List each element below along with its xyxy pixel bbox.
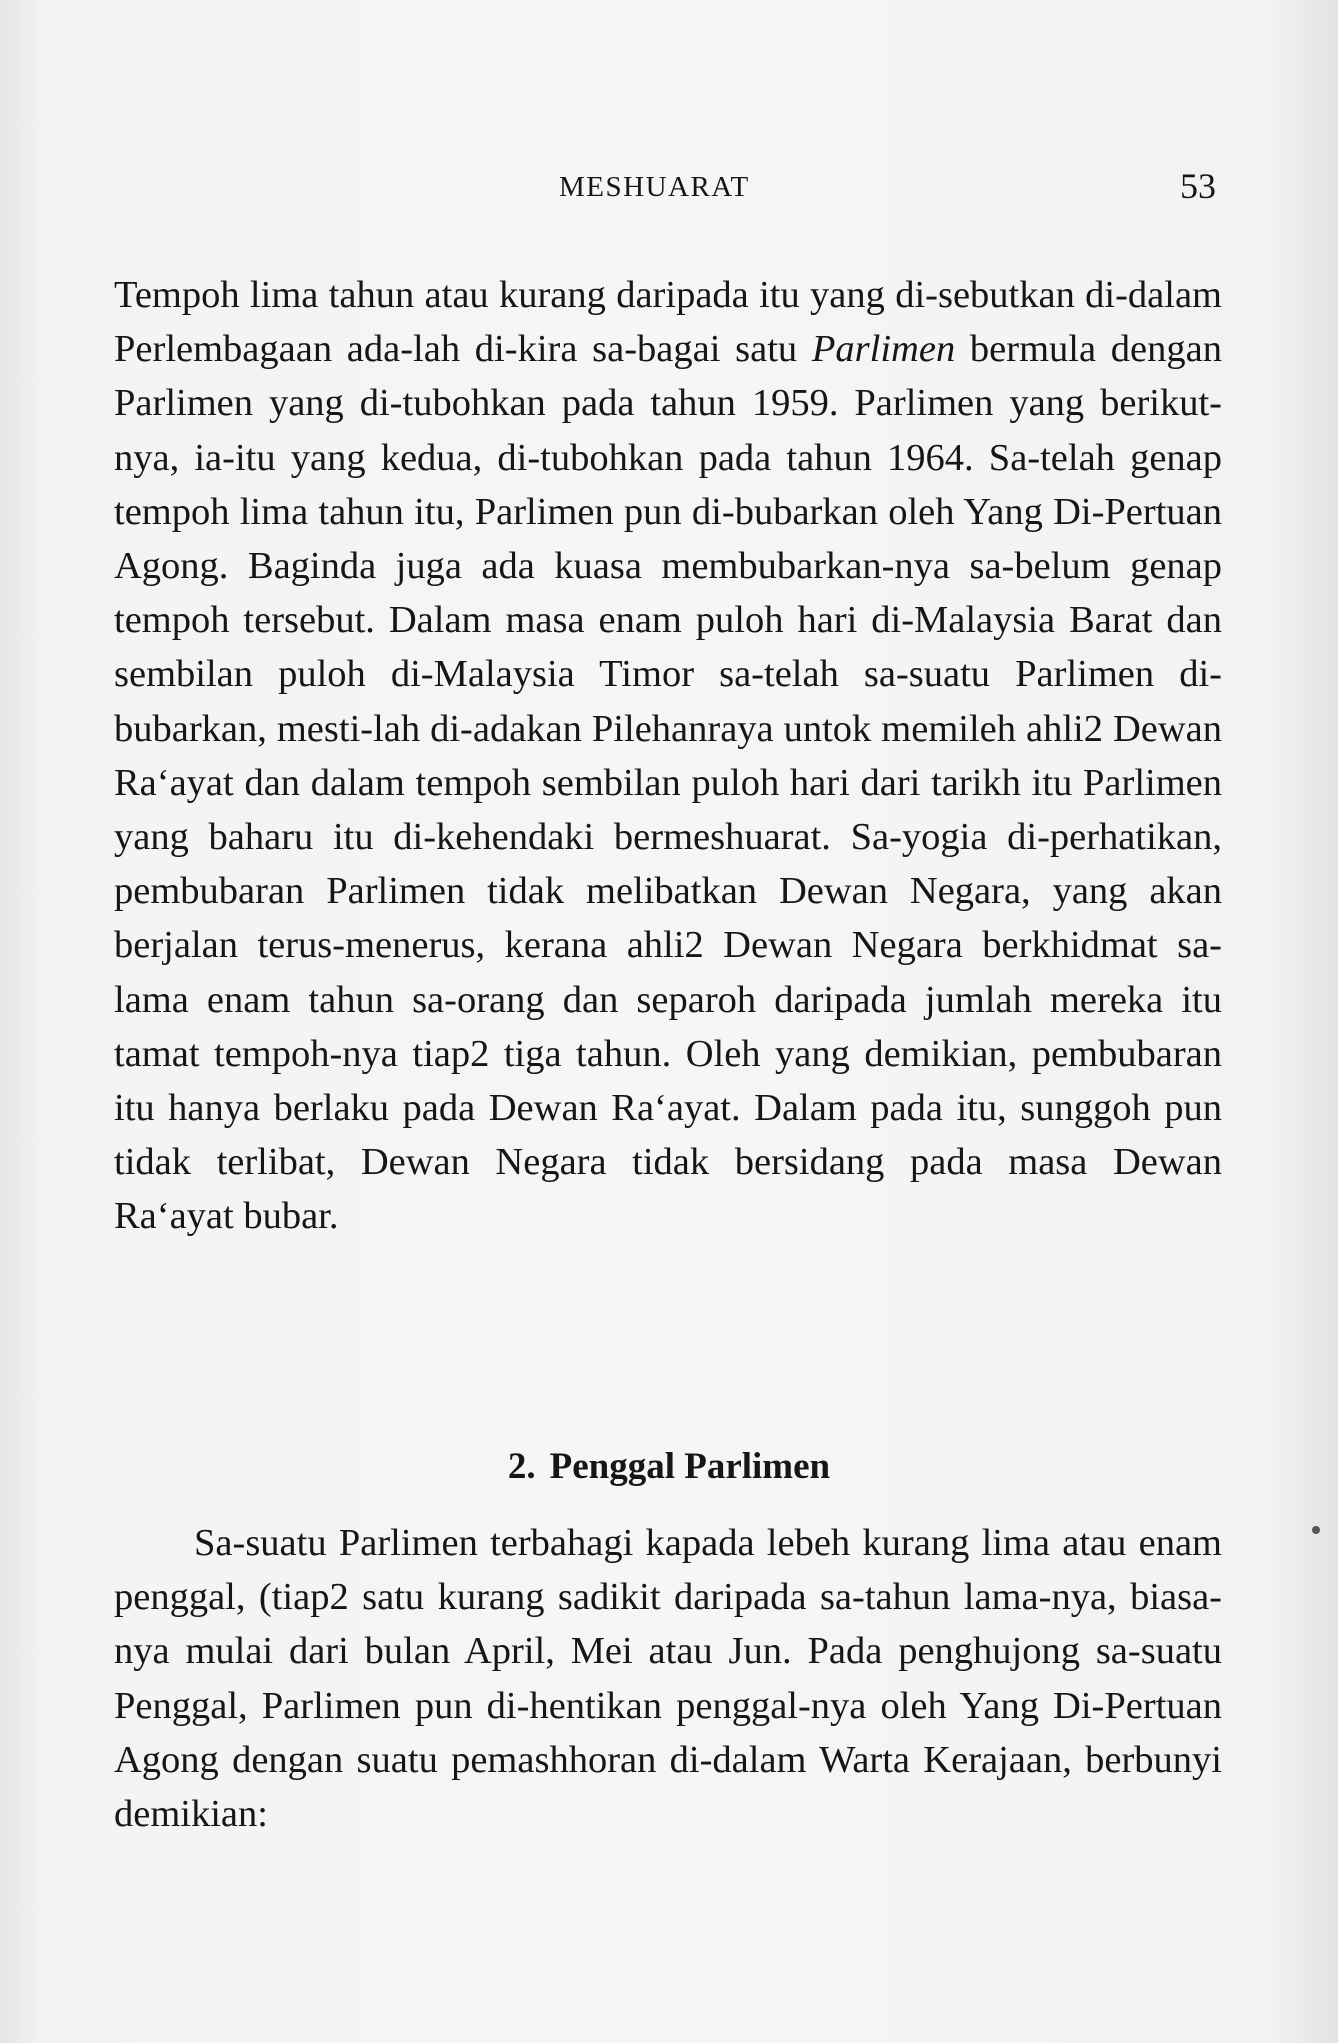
section-number: 2. [507, 1446, 536, 1487]
section-title: Penggal Parlimen [549, 1446, 831, 1487]
ink-speck [1312, 1526, 1320, 1534]
paragraph-parliament-sessions: Sa-suatu Parlimen terbahagi kapada lebeh kurang lima atau enam penggal, (tiap2 satu kurang sadikit daripada sa-tahun lama-nya, biasa-nya mulai dari bulan April, Mei atau Jun. Pada penghujong sa-suatu Penggal, Parlimen pun di-hentikan penggal-nya oleh Yang Di-Pertuan Agong dengan suatu pemashhoran di-dalam Warta Kerajaan, berbunyi demikian: [114, 1522, 1222, 1836]
section-heading [0, 1445, 1338, 1488]
page-number: 53 [1180, 166, 1216, 206]
running-head [0, 165, 1338, 207]
paragraph-parliament-term [114, 268, 1222, 1244]
paragraph-rest-text: bermula dengan Parlimen yang di-tubohkan pada tahun 1959. Parlimen yang berikut-nya, ia-itu yang kedua, di-tubohkan pada tahun 1964. Sa-telah genap tempoh lima tahun itu, Parlimen pun di-bubarkan oleh Yang Di-Pertuan Agong. Baginda juga ada kuasa membubarkan-nya sa-belum genap tempoh tersebut. Dalam masa enam puloh hari di-Malaysia Barat dan sembilan puloh di-Malaysia Timor sa-telah sa-suatu Parlimen di-bubarkan, mesti-lah di-adakan Pilehanraya untok memileh ahli2 Dewan Ra‘ayat dan dalam tempoh sembilan puloh hari dari tarikh itu Parlimen yang baharu itu di-kehendaki bermeshuarat. Sa-yogia di-perhatikan, pembubaran Parlimen tidak melibatkan Dewan Negara, yang akan berjalan terus-menerus, kerana ahli2 Dewan Negara berkhidmat sa-lama enam tahun sa-orang dan separoh daripada jumlah mereka itu tamat tempoh-nya tiap2 tiga tahun. Oleh yang demikian, pembubaran itu hanya berlaku pada Dewan Ra‘ayat. Dalam pada itu, sunggoh pun tidak terlibat, Dewan Negara tidak bersidang pada masa Dewan Ra‘ayat bubar. [114, 328, 1222, 1238]
italic-term-parlimen: Parlimen [811, 328, 956, 371]
paragraph-lead-text: Tempoh lima tahun atau kurang daripada itu yang di-sebutkan di-dalam Perlembagaan ada-lah di-kira sa-bagai satu [114, 274, 1222, 371]
running-title: MESHUARAT [559, 171, 750, 203]
